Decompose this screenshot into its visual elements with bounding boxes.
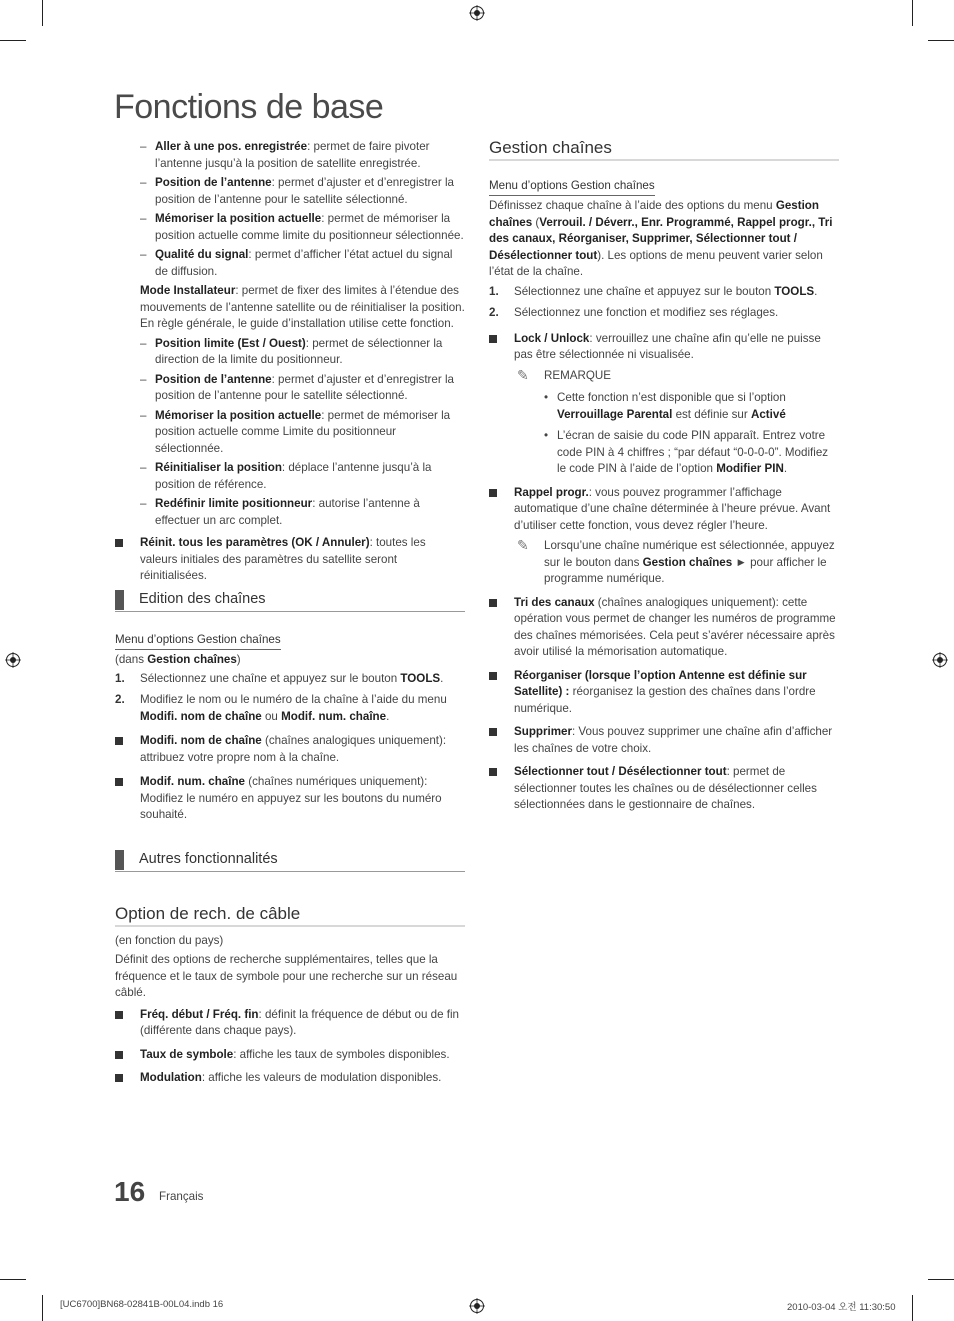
page-number: 16 <box>114 1176 146 1207</box>
step-item: 1. Sélectionnez une chaîne et appuyez sur le bouton TOOLS. <box>115 671 444 685</box>
autres-section <box>115 850 465 872</box>
list-item: Lock / Unlock: verrouillez une chaîne afin qu’elle ne puisse pas être sélectionnée ni visualisée. <box>489 331 839 364</box>
page-language: Français <box>159 1190 204 1203</box>
list-item: – Qualité du signal: permet d’afficher l’état actuel du signal de diffusion. <box>140 247 465 280</box>
list-item: – Réinitialiser la position: déplace l’antenne jusqu’à la position de référence. <box>140 460 465 493</box>
section-heading: Autres fonctionnalités <box>115 850 465 872</box>
reinit-section <box>115 535 465 591</box>
note-item: • L’écran de saisie du code PIN apparaît. Entrez votre code PIN à 4 chiffres ; “par défaut “0-0-0-0”. Modifiez le code PIN à l’aide de l’option Modifier PIN. <box>544 428 839 478</box>
step-item: 2. Sélectionnez une fonction et modifiez ses réglages. <box>489 306 779 319</box>
list-item: Modulation: affiche les valeurs de modulation disponibles. <box>115 1070 465 1087</box>
list-item: – Position de l’antenne: permet d’ajuster et d’enregistrer la position de l’antenne pour le satellite sélectionné. <box>140 175 465 208</box>
list-item: Fréq. début / Fréq. fin: définit la fréquence de début ou de fin (différente dans chaque pays). <box>115 1007 465 1040</box>
list-item: Modifi. nom de chaîne (chaînes analogiques uniquement): attribuez votre propre nom à la chaîne. <box>115 733 465 766</box>
edition-section <box>115 590 465 830</box>
list-item: Réorganiser (lorsque l’option Antenne est définie sur Satellite) : réorganisez la gestion des chaînes dans l’ordre numérique. <box>489 668 839 718</box>
list-item: Modif. num. chaîne (chaînes numériques uniquement): Modifiez le numéro en appuyez sur les boutons du numéro souhaité. <box>115 774 465 824</box>
print-slug-date: 2010-03-04 오전 11:30:50 <box>787 1302 896 1313</box>
crop-mark <box>912 1295 913 1321</box>
heading-bar <box>115 850 124 870</box>
crop-mark <box>42 0 43 26</box>
registration-mark-icon <box>932 652 948 668</box>
heading-bar <box>115 590 124 610</box>
cable-section <box>115 906 465 1093</box>
page-title: Fonctions de base <box>114 88 384 126</box>
list-item: – Mémoriser la position actuelle: permet de mémoriser la position actuelle comme limite du positionneur sélectionnée. <box>140 211 465 244</box>
list-item: – Aller à une pos. enregistrée: permet de faire pivoter l’antenne jusqu’à la position de satellite enregistrée. <box>140 139 465 172</box>
mode-installateur-paragraph: Mode Installateur: permet de fixer des limites à l’étendue des mouvements de l’antenne satellite ou de réinitialiser la position. En règle générale, le guide d’installation utilise cette fonction. <box>140 284 465 330</box>
list-item: Supprimer: Vous pouvez supprimer une chaîne afin d’afficher les chaînes de votre choix. <box>489 724 839 757</box>
list-item: Réinit. tous les paramètres (OK / Annuler): toutes les valeurs initiales des paramètres du satellite seront réinitialisées. <box>115 535 465 585</box>
intro-text: Définissez chaque chaîne à l’aide des options du menu Gestion chaînes (Verrouil. / Déverr., Enr. Programmé, Rappel progr., Tri des canaux, Réorganiser, Supprimer, Sélectionner tout / Désélectionner tout). Les options de menu peuvent varier selon l’état de la chaîne. <box>489 199 833 278</box>
list-item: – Position de l’antenne: permet d’ajuster et d’enregistrer la position de l’antenne pour le satellite sélectionné. <box>140 372 465 405</box>
registration-mark-icon <box>469 5 485 21</box>
list-item: Taux de symbole: affiche les taux de symboles disponibles. <box>115 1047 465 1064</box>
registration-mark-icon <box>5 652 21 668</box>
step-item: 2. Modifiez le nom ou le numéro de la chaîne à l’aide du menu Modifi. nom de chaîne ou Modif. num. chaîne. <box>115 693 447 723</box>
context-text: (dans Gestion chaînes) <box>115 653 241 666</box>
left-column-top <box>140 139 465 532</box>
note-label: ✎ REMARQUE <box>517 366 611 383</box>
pencil-icon: ✎ <box>517 366 529 383</box>
list-item: – Position limite (Est / Ouest): permet de sélectionner la direction de la limite du positionneur. <box>140 336 465 369</box>
context-text: (en fonction du pays) <box>115 933 224 947</box>
note-list <box>544 390 839 478</box>
intro-text: Définit des options de recherche supplémentaires, telles que la fréquence et le taux de symbole pour une recherche sur un réseau câblé. <box>115 953 458 999</box>
crop-mark <box>912 0 913 26</box>
crop-mark <box>0 40 26 41</box>
crop-mark <box>42 1295 43 1321</box>
section-heading: Option de rech. de câble <box>115 906 465 927</box>
crop-mark <box>928 1279 954 1280</box>
print-slug-file: [UC6700]BN68-02841B-00L04.indb 16 <box>60 1299 224 1310</box>
step-item: 1. Sélectionnez une chaîne et appuyez sur le bouton TOOLS. <box>489 284 818 298</box>
crop-mark <box>0 1279 26 1280</box>
menu-label: Menu d’options Gestion chaînes <box>489 178 655 197</box>
list-item: – Redéfinir limite positionneur: autorise l’antenne à effectuer un arc complet. <box>140 496 465 529</box>
note-item: ✎ Lorsqu’une chaîne numérique est sélectionnée, appuyez sur le bouton dans Gestion chaînes ► pour afficher le programme numérique. <box>517 537 835 585</box>
list-item: Rappel progr.: vous pouvez programmer l’affichage automatique d’une chaîne déterminée à l’heure prévue. Avant d’utiliser cette fonction, vous devez régler l’heure. <box>489 485 839 535</box>
registration-mark-icon <box>469 1298 485 1314</box>
menu-label: Menu d’options Gestion chaînes <box>115 632 281 651</box>
section-heading: Gestion chaînes <box>489 140 839 161</box>
section-heading: Edition des chaînes <box>115 590 465 612</box>
list-item: Tri des canaux (chaînes analogiques uniquement): cette opération vous permet de changer les numéros de programme des chaînes mémorisées. Cela peut s’avérer nécessaire après avoir utilisé la mémorisation automatique. <box>489 595 839 661</box>
list-item: – Mémoriser la position actuelle: permet de mémoriser la position actuelle comme Limite du positionneur sélectionnée. <box>140 408 465 458</box>
crop-mark <box>928 40 954 41</box>
pencil-icon: ✎ <box>517 537 529 553</box>
right-column <box>489 140 839 820</box>
note-item: • Cette fonction n’est disponible que si l’option Verrouillage Parental est définie sur Activé <box>544 390 839 423</box>
list-item: Sélectionner tout / Désélectionner tout: permet de sélectionner toutes les chaînes ou de désélectionner celles sélectionnées dans le gestionnaire de chaînes. <box>489 764 839 814</box>
